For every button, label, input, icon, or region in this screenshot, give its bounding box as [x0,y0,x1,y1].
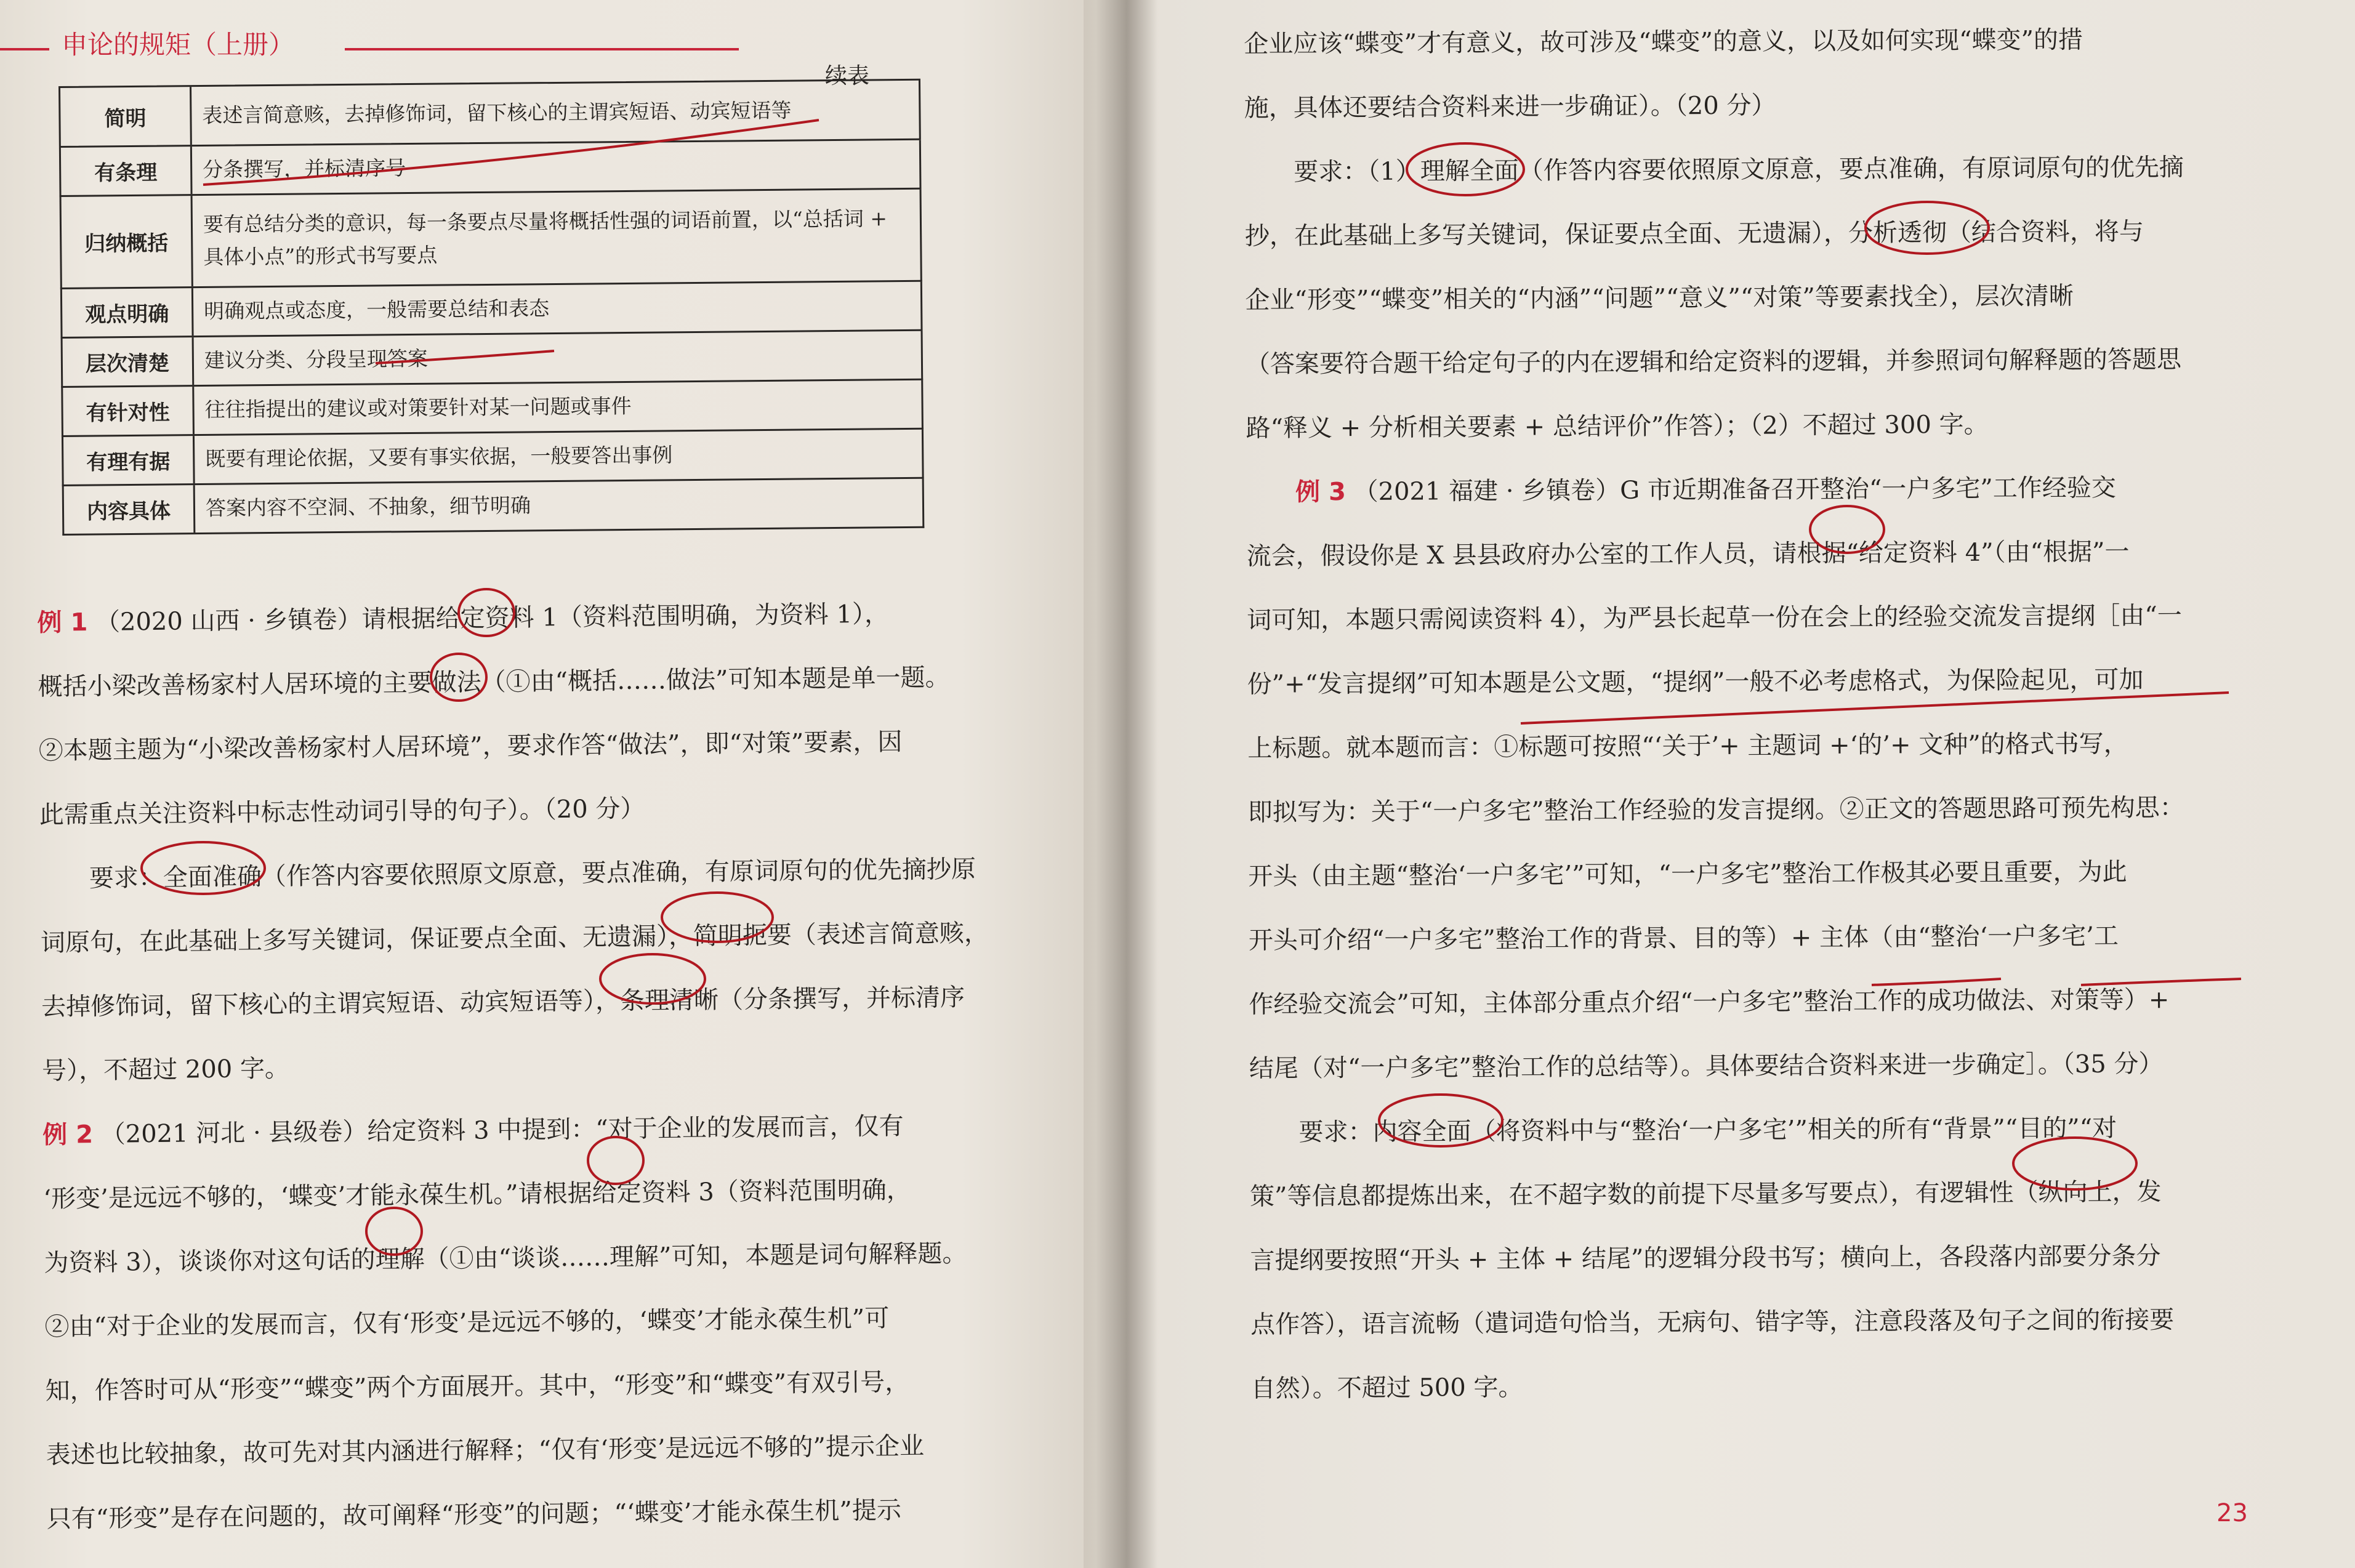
text-line: ‘形变’是远远不够的，‘蝶变’才能永葆生机。”请根据给定资料 3（资料范围明确， [43,1176,911,1213]
pen-underline [1521,693,2229,723]
row-desc: 明确观点或态度，一般需要总结和表态 [204,296,550,324]
pen-underline [1872,979,2001,985]
text-line: 抄，在此基础上多写关键词，保证要点全面、无遗漏），分析透彻（结合资料，将与 [1244,217,2144,251]
example-3-tag: 例 3 [1295,478,1346,507]
text-line: 企业应该“蝶变”才有意义，故可涉及“蝶变”的意义，以及如何实现“蝶变”的措 [1244,25,2083,58]
text-line: 为资料 3），谈谈你对这句话的理解（①由“谈谈……理解”可知，本题是词句解释题。 [44,1239,967,1277]
pen-circle [600,954,705,1003]
text-line: 例 1 （2020 山西 · 乡镇卷）请根据给定资料 1（资料范围明确，为资料 1）， [37,600,890,637]
row-desc: 既要有理论依据，又要有事实依据，一般要答出事例 [205,443,673,472]
text-line: 概括小梁改善杨家村人居环境的主要做法（①由“概括……做法”可知本题是单一题。 [38,663,950,701]
text-line: 词可知，本题只需阅读资料 4），为严县长起草一份在会上的经验交流发言提纲［由“一 [1247,601,2182,635]
table-continued-label: 续表 [825,63,870,89]
text-line: 作经验交流会”可知，主体部分重点介绍“一户多宅”整治工作的成功做法、对策等）+ [1249,986,2170,1019]
pen-circle [1379,1095,1502,1146]
text-line: 要求：内容全面（将资料中与“整治‘一户多宅’”相关的所有“背景”“目的”“对 [1298,1114,2117,1147]
text-line: 要求：全面准确（作答内容要依照原文原意，要点准确，有原词原句的优先摘抄原 [89,855,976,893]
page-number: 23 [2216,1499,2248,1527]
pen-underline [376,351,554,363]
row-name: 层次清楚 [63,337,195,386]
text-line: ②由“对于企业的发展而言，仅有‘形变’是远远不够的，‘蝶变’才能永葆生机”可 [44,1304,890,1341]
text-line: ②本题主题为“小梁改善杨家村人居环境”，要求作答“做法”，即“对策”要素，因 [38,728,903,765]
row-name: 内容具体 [64,485,196,534]
row-desc: 表述言简意赅，去掉修饰词，留下核心的主谓宾短语、动宾短语等 [202,98,792,127]
row-desc: 要有总结分类的意识，每一条要点尽量将概括性强的词语前置，以“总括词 + 具体小点”的形式书写要点 [203,206,888,269]
pen-circle [1810,506,1884,553]
pen-circle [1866,202,1989,254]
row-desc: 分条撰写，并标清序号 [203,156,406,182]
text-line: 言提纲要按照“开头 + 主体 + 结尾”的逻辑分段书写；横向上，各段落内部要分条分 [1250,1242,2161,1275]
row-desc: 建议分类、分段呈现答案 [204,346,429,373]
text-line: 点作答），语言流畅（遣词造句恰当，无病句、错字等，注意段落及句子之间的衔接要 [1250,1306,2175,1339]
row-name: 有针对性 [63,387,195,435]
row-desc: 答案内容不空洞、不抽象，细节明确 [205,493,531,521]
text-line: 词原句，在此基础上多写关键词，保证要点全面、无遗漏），简明扼要（表述言简意赅， [40,919,989,957]
text-line: 只有“形变”是存在问题的，故可阐释“形变”的问题；“‘蝶变’才能永葆生机”提示 [46,1496,902,1534]
text-line: 流会，假设你是 X 县县政府办公室的工作人员，请根据“给定资料 4”（由“根据”一 [1246,537,2130,571]
text-line: 去掉修饰词，留下核心的主谓宾短语、动宾短语等），条理清晰（分条撰写，并标清序 [41,983,965,1021]
row-name: 有条理 [61,147,193,195]
text-line: （答案要符合题干给定句子的内在逻辑和给定资料的逻辑，并参照词句解释题的答题思 [1245,345,2182,379]
row-name: 归纳概括 [62,196,193,287]
row-name: 简明 [60,87,192,146]
text-line: 号），不超过 200 字。 [41,1054,290,1085]
text-line: 策”等信息都提炼出来，在不超字数的前提下尽量多写要点），有逻辑性（纵向上，发 [1249,1178,2162,1211]
text-line: 企业“形变”“蝶变”相关的“内涵”“问题”“意义”“对策”等要素找全），层次清晰 [1245,281,2074,315]
example-2-tag: 例 2 [42,1120,94,1149]
pen-circle [459,589,514,636]
row-name: 有理有据 [63,436,195,484]
text-line: 例 2 （2021 河北 · 县级卷）给定资料 3 中提到：“对于企业的发展而言，仅有 [42,1112,904,1149]
text-line: 此需重点关注资料中标志性动词引导的句子）。（20 分） [39,794,645,829]
pen-circle [366,1208,422,1255]
text-line: 要求：（1）理解全面（作答内容要依照原文原意，要点准确，有原词原句的优先摘 [1294,153,2184,187]
pen-circle [142,842,265,894]
example-1-tag: 例 1 [37,608,88,637]
text-line: 自然）。不超过 500 字。 [1250,1373,1523,1403]
text-line: 施，具体还要结合资料来进一步确证）。（20 分） [1244,91,1776,123]
row-name: 观点明确 [62,288,194,337]
text-line: 开头可介绍“一户多宅”整治工作的背景、目的等）+ 主体（由“整治‘一户多宅’工 [1248,922,2119,955]
book-title: 申论的规矩（上册） [62,30,295,60]
pen-circle [2013,1138,2136,1189]
pen-underline [2081,979,2241,985]
text-line: 路“释义 + 分析相关要素 + 总结评价”作答）；（2）不超过 300 字。 [1246,410,1989,443]
text-line: 份”+“发言提纲”可知本题是公文题，“提纲”一般不必考虑格式，为保险起见，可加 [1247,665,2144,699]
text-line: 知，作答时可从“形变”“蝶变”两个方面展开。其中，“形变”和“蝶变”有双引号， [45,1368,910,1405]
pen-underline [203,120,819,185]
pen-circle [662,893,773,942]
text-line: 结尾（对“一户多宅”整治工作的总结等）。具体要结合资料来进一步确定］。（35 分） [1249,1050,2164,1083]
text-line: 上标题。就本题而言：①标题可按照“‘关于’+ 主题词 +‘的’+ 文种”的格式书写， [1247,730,2128,763]
text-line: 即拟写为：关于“一户多宅”整治工作经验的发言提纲。②正文的答题思路可预先构思： [1247,794,2184,827]
text-line: 表述也比较抽象，故可先对其内涵进行解释；“仅有‘形变’是远远不够的”提示企业 [46,1431,925,1469]
text-line: 例 3 （2021 福建 · 乡镇卷）G 市近期准备召开整治“一户多宅”工作经验交 [1295,473,2116,507]
pen-circle [431,654,486,701]
pen-circle [1407,143,1524,195]
pen-circle [588,1137,643,1184]
row-desc: 往往指提出的建议或对策要针对某一问题或事件 [204,393,632,422]
text-line: 开头（由主题“整治‘一户多宅’”可知，“一户多宅”整治工作极其必要且重要，为此 [1248,858,2127,891]
